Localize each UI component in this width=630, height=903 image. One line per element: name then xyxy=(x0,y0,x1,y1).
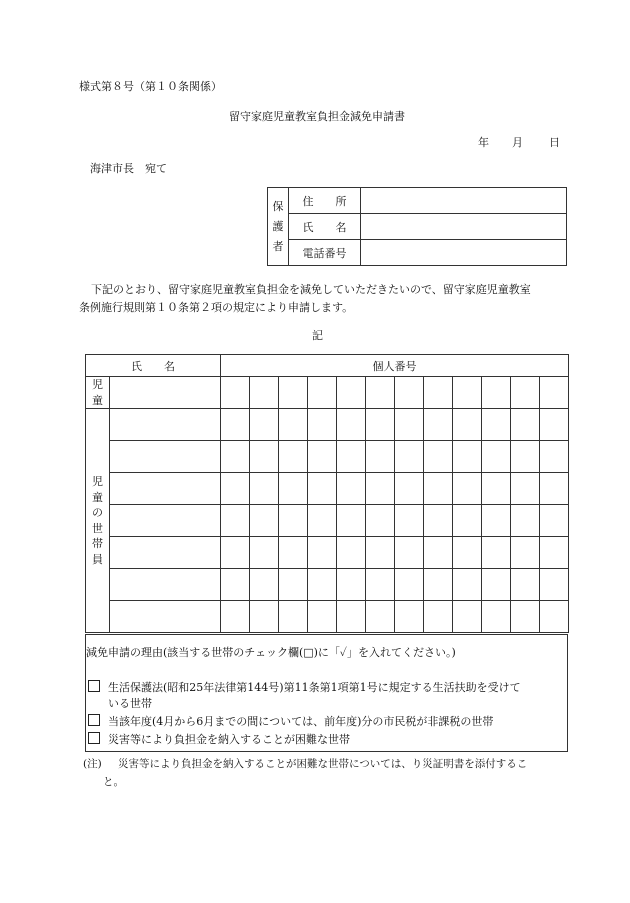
digit-cell[interactable] xyxy=(482,537,511,569)
digit-cell[interactable] xyxy=(366,441,395,473)
reason-option-tax-exempt xyxy=(88,714,493,729)
name-field[interactable] xyxy=(361,214,567,240)
digit-cell[interactable] xyxy=(221,601,250,633)
disaster-checkbox[interactable] xyxy=(88,732,100,744)
digit-cell[interactable] xyxy=(337,537,366,569)
reason-section xyxy=(85,634,568,752)
digit-cell[interactable] xyxy=(511,409,540,441)
welfare-option-text-line1: 生活保護法(昭和25年法律第144号)第11条第1項第1号に規定する生活扶助を受けて xyxy=(108,681,521,694)
digit-cell[interactable] xyxy=(308,505,337,537)
digit-cell[interactable] xyxy=(337,409,366,441)
tax-exempt-checkbox[interactable] xyxy=(88,714,100,726)
digit-cell[interactable] xyxy=(482,569,511,601)
household-row xyxy=(86,409,569,441)
digit-cell[interactable] xyxy=(250,601,279,633)
member-name-cell[interactable] xyxy=(110,601,221,633)
personal-number-column-header: 個人番号 xyxy=(221,355,569,377)
digit-cell[interactable] xyxy=(395,537,424,569)
addressee: 海津市長 宛て xyxy=(90,162,167,175)
digit-cell[interactable] xyxy=(395,569,424,601)
body-text-line2: 条例施行規則第１０条第２項の規定により申請します。 xyxy=(79,301,354,314)
digit-cell[interactable] xyxy=(511,569,540,601)
digit-cell[interactable] xyxy=(453,409,482,441)
digit-cell[interactable] xyxy=(308,473,337,505)
household-row xyxy=(86,473,569,505)
digit-cell[interactable] xyxy=(337,601,366,633)
digit-cell[interactable] xyxy=(395,377,424,409)
digit-cell[interactable] xyxy=(308,569,337,601)
digit-cell[interactable] xyxy=(540,569,569,601)
digit-cell[interactable] xyxy=(540,473,569,505)
date-month-label: 月 xyxy=(512,136,523,149)
digit-cell[interactable] xyxy=(337,377,366,409)
guardian-table xyxy=(267,187,567,266)
child-name-cell[interactable] xyxy=(110,377,221,409)
digit-cell[interactable] xyxy=(424,441,453,473)
guardian-side-label: 保護者 xyxy=(268,188,289,266)
digit-cell[interactable] xyxy=(308,537,337,569)
digit-cell[interactable] xyxy=(395,441,424,473)
digit-cell[interactable] xyxy=(540,409,569,441)
reason-option-disaster xyxy=(88,732,350,747)
form-number: 様式第８号（第１０条関係） xyxy=(79,80,222,93)
digit-cell[interactable] xyxy=(424,537,453,569)
document-title: 留守家庭児童教室負担金減免申請書 xyxy=(229,110,405,123)
digit-cell[interactable] xyxy=(453,601,482,633)
digit-cell[interactable] xyxy=(221,505,250,537)
digit-cell[interactable] xyxy=(279,505,308,537)
digit-cell[interactable] xyxy=(395,473,424,505)
digit-cell[interactable] xyxy=(279,473,308,505)
digit-cell[interactable] xyxy=(221,473,250,505)
address-field[interactable] xyxy=(361,188,567,214)
digit-cell[interactable] xyxy=(308,601,337,633)
digit-cell[interactable] xyxy=(221,569,250,601)
digit-cell[interactable] xyxy=(540,505,569,537)
digit-cell[interactable] xyxy=(337,441,366,473)
child-row xyxy=(86,377,569,409)
digit-cell[interactable] xyxy=(221,441,250,473)
disaster-option-text: 災害等により負担金を納入することが困難な世帯 xyxy=(108,733,350,746)
digit-cell[interactable] xyxy=(366,505,395,537)
digit-cell[interactable] xyxy=(482,505,511,537)
date-day-label: 日 xyxy=(549,136,560,149)
member-name-cell[interactable] xyxy=(110,537,221,569)
digit-cell[interactable] xyxy=(453,569,482,601)
member-name-cell[interactable] xyxy=(110,505,221,537)
digit-cell[interactable] xyxy=(250,505,279,537)
child-label: 児童 xyxy=(86,377,110,409)
digit-cell[interactable] xyxy=(279,569,308,601)
digit-cell[interactable] xyxy=(337,473,366,505)
household-row xyxy=(86,569,569,601)
household-table xyxy=(85,354,569,633)
digit-cell[interactable] xyxy=(279,409,308,441)
household-row xyxy=(86,441,569,473)
tax-exempt-option-text: 当該年度(4月から6月までの間については、前年度)分の市民税が非課税の世帯 xyxy=(108,715,494,728)
digit-cell[interactable] xyxy=(221,409,250,441)
member-name-cell[interactable] xyxy=(110,473,221,505)
body-text-line1: 下記のとおり、留守家庭児童教室負担金を減免していただきたいので、留守家庭児童教室 xyxy=(91,283,531,296)
digit-cell[interactable] xyxy=(279,377,308,409)
digit-cell[interactable] xyxy=(453,473,482,505)
digit-cell[interactable] xyxy=(250,409,279,441)
digit-cell[interactable] xyxy=(511,377,540,409)
digit-cell[interactable] xyxy=(366,473,395,505)
digit-cell[interactable] xyxy=(250,537,279,569)
digit-cell[interactable] xyxy=(424,377,453,409)
phone-field[interactable] xyxy=(361,240,567,266)
digit-cell[interactable] xyxy=(540,601,569,633)
digit-cell[interactable] xyxy=(453,537,482,569)
household-row xyxy=(86,601,569,633)
digit-cell[interactable] xyxy=(511,441,540,473)
digit-cell[interactable] xyxy=(366,377,395,409)
digit-cell[interactable] xyxy=(221,377,250,409)
note-line2: と。 xyxy=(103,776,124,788)
date-year-label: 年 xyxy=(478,136,489,149)
digit-cell[interactable] xyxy=(453,505,482,537)
phone-label: 電話番号 xyxy=(289,240,361,266)
household-row xyxy=(86,505,569,537)
digit-cell[interactable] xyxy=(540,441,569,473)
member-name-cell[interactable] xyxy=(110,409,221,441)
digit-cell[interactable] xyxy=(279,441,308,473)
member-name-cell[interactable] xyxy=(110,441,221,473)
digit-cell[interactable] xyxy=(308,377,337,409)
name-label: 氏 名 xyxy=(289,214,361,240)
digit-cell[interactable] xyxy=(366,409,395,441)
reason-heading: 減免申請の理由(該当する世帯のチェック欄(□)に「✓」を入れてください。) xyxy=(86,646,456,659)
digit-cell[interactable] xyxy=(453,441,482,473)
digit-cell[interactable] xyxy=(366,601,395,633)
digit-cell[interactable] xyxy=(250,473,279,505)
digit-cell[interactable] xyxy=(424,601,453,633)
digit-cell[interactable] xyxy=(395,409,424,441)
digit-cell[interactable] xyxy=(482,409,511,441)
welfare-option-text-line2: いる世帯 xyxy=(108,697,152,710)
household-member-label: 児童の世帯員 xyxy=(86,409,110,633)
digit-cell[interactable] xyxy=(482,441,511,473)
digit-cell[interactable] xyxy=(482,473,511,505)
reason-option-welfare xyxy=(88,680,521,695)
digit-cell[interactable] xyxy=(221,537,250,569)
digit-cell[interactable] xyxy=(337,569,366,601)
note-prefix: (注) xyxy=(83,758,102,770)
digit-cell[interactable] xyxy=(337,505,366,537)
digit-cell[interactable] xyxy=(279,537,308,569)
digit-cell[interactable] xyxy=(424,473,453,505)
digit-cell[interactable] xyxy=(511,473,540,505)
digit-cell[interactable] xyxy=(308,441,337,473)
digit-cell[interactable] xyxy=(366,569,395,601)
digit-cell[interactable] xyxy=(424,569,453,601)
address-label: 住 所 xyxy=(289,188,361,214)
digit-cell[interactable] xyxy=(366,537,395,569)
digit-cell[interactable] xyxy=(424,505,453,537)
digit-cell[interactable] xyxy=(250,377,279,409)
household-row xyxy=(86,537,569,569)
digit-cell[interactable] xyxy=(308,409,337,441)
welfare-checkbox[interactable] xyxy=(88,680,100,692)
digit-cell[interactable] xyxy=(540,537,569,569)
digit-cell[interactable] xyxy=(482,377,511,409)
note-line1: 災害等により負担金を納入することが困難な世帯については、り災証明書を添付するこ xyxy=(118,758,528,770)
digit-cell[interactable] xyxy=(453,377,482,409)
digit-cell[interactable] xyxy=(279,601,308,633)
member-name-cell[interactable] xyxy=(110,569,221,601)
digit-cell[interactable] xyxy=(482,601,511,633)
digit-cell[interactable] xyxy=(511,601,540,633)
digit-cell[interactable] xyxy=(424,409,453,441)
digit-cell[interactable] xyxy=(540,377,569,409)
ki-label: 記 xyxy=(312,329,323,342)
name-column-header: 氏 名 xyxy=(86,355,221,377)
digit-cell[interactable] xyxy=(511,505,540,537)
digit-cell[interactable] xyxy=(395,601,424,633)
digit-cell[interactable] xyxy=(250,569,279,601)
digit-cell[interactable] xyxy=(511,537,540,569)
digit-cell[interactable] xyxy=(395,505,424,537)
digit-cell[interactable] xyxy=(250,441,279,473)
